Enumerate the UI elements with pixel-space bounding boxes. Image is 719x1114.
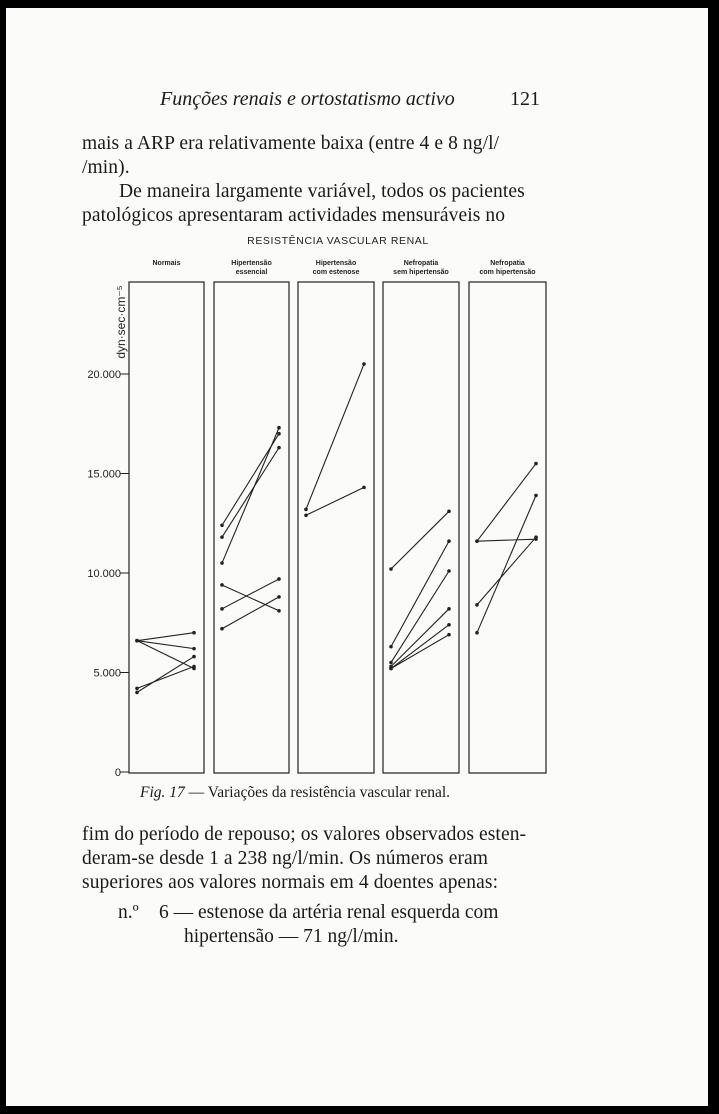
group-label: com hipertensão <box>479 269 536 276</box>
data-point <box>389 667 393 671</box>
group-panel-frame <box>298 282 374 773</box>
patient-line <box>391 511 449 569</box>
data-point <box>534 462 538 466</box>
data-point <box>277 595 281 599</box>
data-point <box>220 607 224 611</box>
data-point <box>534 535 538 539</box>
data-point <box>135 687 139 691</box>
figure-caption <box>140 784 450 802</box>
data-point <box>304 513 308 517</box>
y-tick-label: 20.000 <box>87 369 121 381</box>
data-point <box>192 647 196 651</box>
group-label: Hipertensão <box>231 260 272 267</box>
group-label: Nefropatia <box>403 260 439 267</box>
data-point <box>475 603 479 607</box>
patient-line <box>477 464 536 542</box>
patient-line <box>137 667 194 689</box>
y-tick-label: 10.000 <box>87 568 121 580</box>
data-point <box>534 494 538 498</box>
data-point <box>192 631 196 635</box>
chart-title: RESISTÊNCIA VASCULAR RENAL <box>247 235 429 247</box>
data-point <box>220 523 224 527</box>
patient-line <box>306 487 364 515</box>
data-point <box>135 639 139 643</box>
patient-line <box>391 635 449 669</box>
page-number: 121 <box>510 88 540 110</box>
group-panel-frame <box>129 282 204 773</box>
data-point <box>447 539 451 543</box>
paragraph-line: fim do período de repouso; os valores observados esten- <box>82 824 527 845</box>
group-label: Hipertensão <box>315 260 357 267</box>
data-point <box>277 577 281 581</box>
paragraph-line: De maneira largamente variável, todos os pacientes <box>119 181 525 202</box>
group-panel-frame <box>469 282 546 773</box>
group-label: sem hipertensão <box>393 269 449 276</box>
data-point <box>220 535 224 539</box>
patient-line <box>222 597 279 629</box>
y-tick-label: 15.000 <box>87 468 121 481</box>
patient-line <box>306 364 364 509</box>
group-panel-frame <box>214 282 289 773</box>
data-point <box>135 691 139 695</box>
y-tick-label: 0 <box>114 767 121 779</box>
data-point <box>277 426 281 430</box>
list-item-number: n.º <box>118 902 139 923</box>
paragraph-line: deram-se desde 1 a 238 ng/l/min. Os números eram <box>82 848 489 869</box>
data-point <box>277 609 281 613</box>
figure-number: Fig. 17 <box>140 784 185 801</box>
paragraph-line: superiores aos valores normais em 4 doentes apenas: <box>82 872 499 893</box>
data-point <box>447 607 451 611</box>
data-point <box>475 539 479 543</box>
group-label: Nefropatia <box>490 260 525 267</box>
group-label: essencial <box>235 269 268 276</box>
data-point <box>192 655 196 659</box>
data-point <box>389 645 393 649</box>
list-item-text: hipertensão — 71 ng/l/min. <box>184 926 399 947</box>
patient-line <box>477 495 536 632</box>
group-label: com estenose <box>312 269 360 276</box>
data-point <box>362 362 366 366</box>
y-tick-label: 5.000 <box>93 667 121 680</box>
data-point <box>389 661 393 665</box>
paragraph-line: /min). <box>82 157 130 178</box>
data-point <box>277 432 281 436</box>
y-axis-label: dyn·sec·cm⁻⁵ <box>114 285 128 359</box>
paragraph-line: patológicos apresentaram actividades mensuráveis no <box>82 205 506 226</box>
patient-line <box>222 448 279 538</box>
caption-text: Variações da resistência vascular renal. <box>207 784 451 801</box>
group-label: Normais <box>152 260 181 267</box>
data-point <box>220 583 224 587</box>
data-point <box>192 665 196 669</box>
data-point <box>220 627 224 631</box>
caption-dash: — <box>184 784 208 801</box>
patient-line <box>137 633 194 641</box>
patient-line <box>222 585 279 611</box>
data-point <box>362 486 366 490</box>
patient-line <box>137 657 194 693</box>
data-point <box>475 631 479 635</box>
list-item-text: 6 — estenose da artéria renal esquerda com <box>159 902 499 923</box>
data-point <box>277 446 281 450</box>
data-point <box>447 510 451 514</box>
data-point <box>389 567 393 571</box>
data-point <box>220 561 224 565</box>
data-point <box>447 623 451 627</box>
patient-line <box>222 428 279 563</box>
running-header-title: Funções renais e ortostatismo activo <box>160 88 455 110</box>
group-panel-frame <box>383 282 459 773</box>
data-point <box>447 569 451 573</box>
data-point <box>447 633 451 637</box>
patient-line <box>477 539 536 541</box>
paragraph-line: mais a ARP era relativamente baixa (entre 4 e 8 ng/l/ <box>82 133 500 154</box>
patient-line <box>477 537 536 605</box>
data-point <box>304 508 308 512</box>
patient-line <box>222 579 279 609</box>
